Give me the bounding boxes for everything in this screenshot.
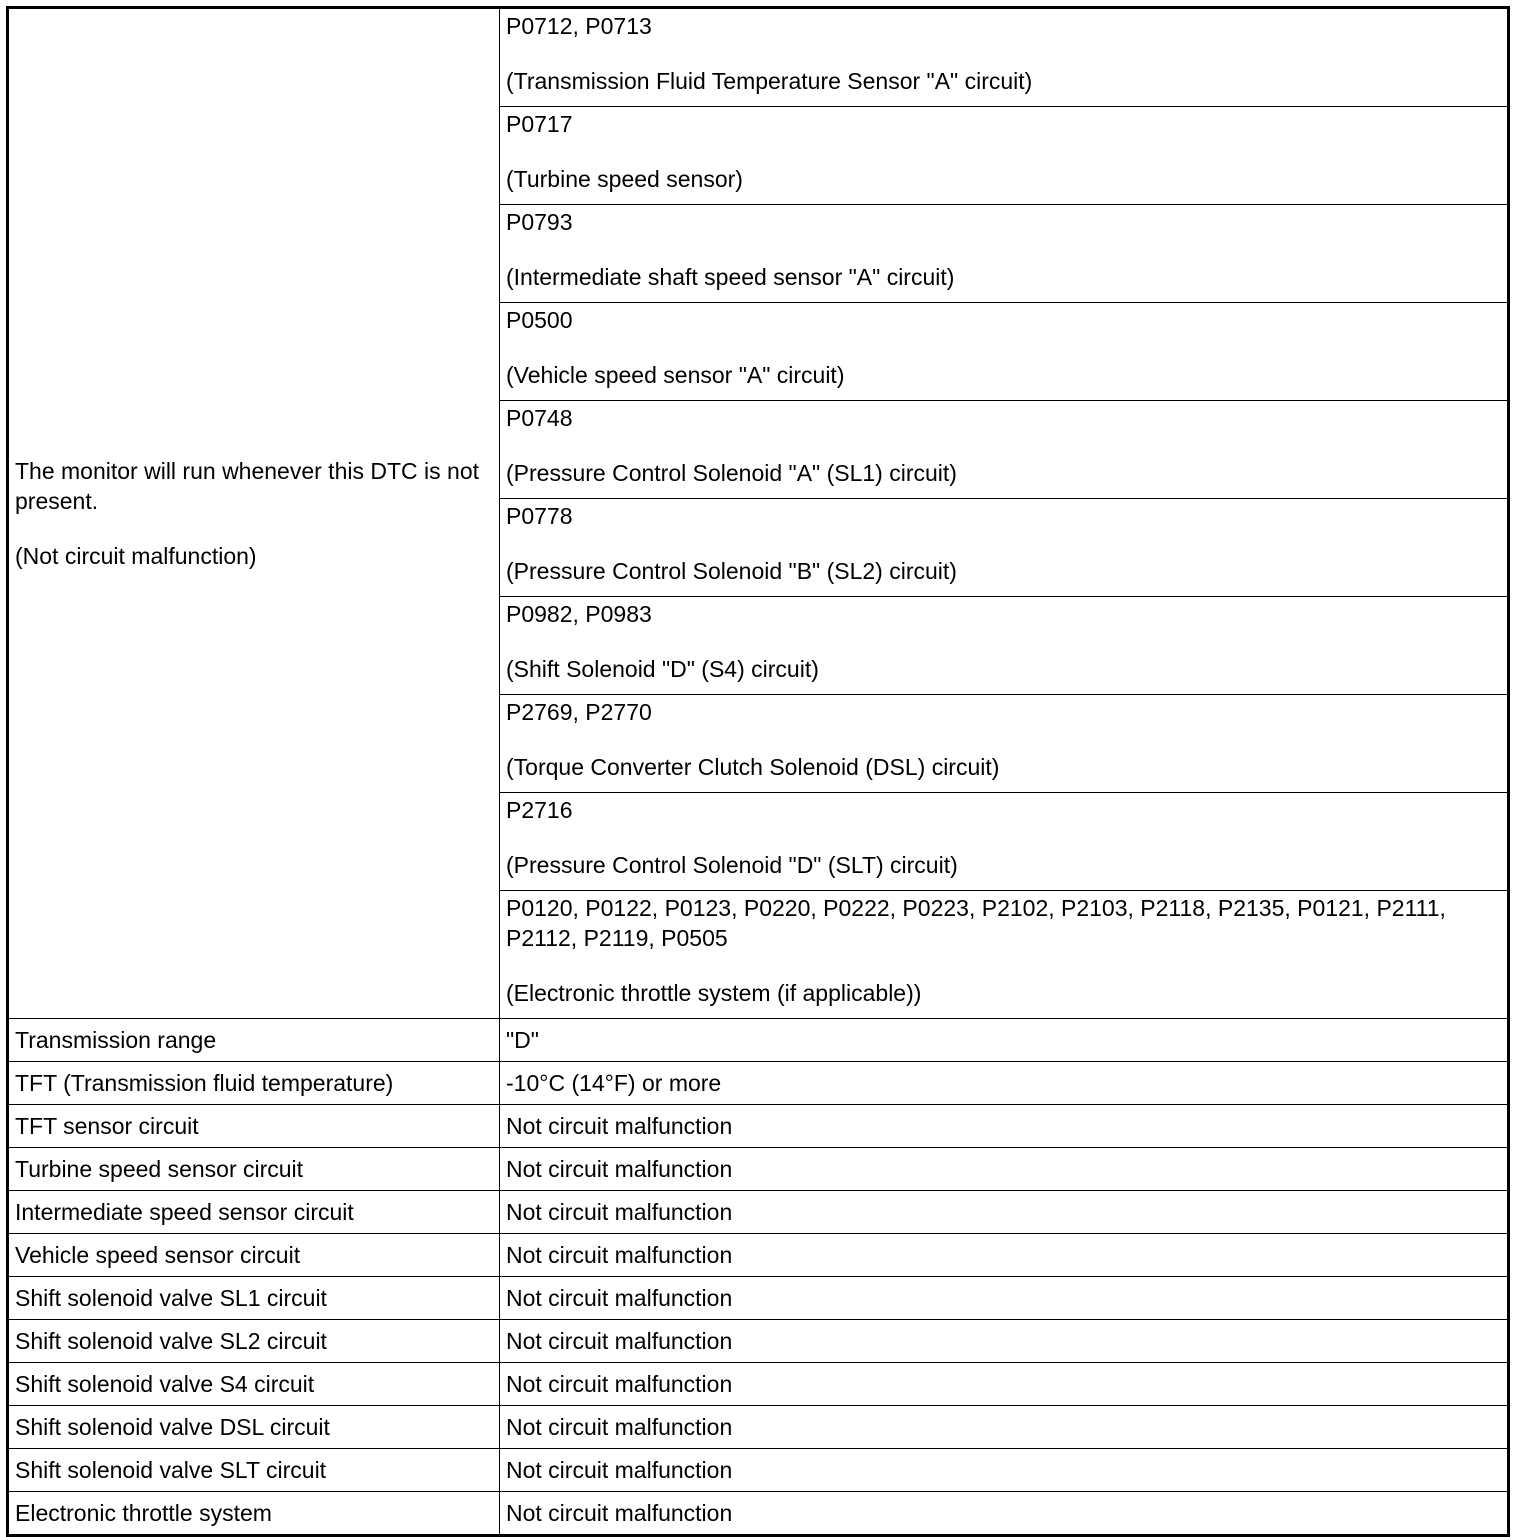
dtc-codes: P2716 [506, 797, 573, 823]
condition-row [8, 1277, 1509, 1320]
dtc-cell [500, 597, 1509, 695]
dtc-codes: P2769, P2770 [506, 699, 652, 725]
condition-value: Not circuit malfunction [500, 1148, 1509, 1191]
dtc-cell [500, 793, 1509, 891]
condition-value: -10°C (14°F) or more [500, 1062, 1509, 1105]
condition-row [8, 1105, 1509, 1148]
dtc-description: (Shift Solenoid "D" (S4) circuit) [506, 656, 819, 682]
condition-row [8, 1062, 1509, 1105]
monitor-condition-cell [8, 8, 500, 1019]
dtc-row [8, 8, 1509, 107]
condition-value: Not circuit malfunction [500, 1492, 1509, 1536]
condition-item: Shift solenoid valve DSL circuit [8, 1406, 500, 1449]
condition-row [8, 1406, 1509, 1449]
condition-value: Not circuit malfunction [500, 1191, 1509, 1234]
condition-value: Not circuit malfunction [500, 1449, 1509, 1492]
condition-item: Vehicle speed sensor circuit [8, 1234, 500, 1277]
condition-item: Turbine speed sensor circuit [8, 1148, 500, 1191]
dtc-cell [500, 303, 1509, 401]
dtc-description: (Pressure Control Solenoid "D" (SLT) circuit) [506, 852, 958, 878]
dtc-description: (Electronic throttle system (if applicable)) [506, 980, 922, 1006]
dtc-codes: P0717 [506, 111, 573, 137]
condition-item: Shift solenoid valve S4 circuit [8, 1363, 500, 1406]
dtc-cell [500, 499, 1509, 597]
condition-row [8, 1148, 1509, 1191]
condition-row [8, 1234, 1509, 1277]
dtc-description: (Turbine speed sensor) [506, 166, 743, 192]
dtc-codes: P0982, P0983 [506, 601, 652, 627]
dtc-codes: P0500 [506, 307, 573, 333]
condition-item: Shift solenoid valve SL1 circuit [8, 1277, 500, 1320]
condition-row [8, 1492, 1509, 1536]
dtc-codes: P0748 [506, 405, 573, 431]
condition-row [8, 1363, 1509, 1406]
dtc-cell [500, 891, 1509, 1019]
dtc-description: (Transmission Fluid Temperature Sensor "A" circuit) [506, 68, 1033, 94]
dtc-cell [500, 401, 1509, 499]
dtc-codes: P0120, P0122, P0123, P0220, P0222, P0223, P2102, P2103, P2118, P2135, P0121, P2111, P2112, P2119, P0505 [506, 895, 1446, 951]
condition-row [8, 1191, 1509, 1234]
condition-item: TFT (Transmission fluid temperature) [8, 1062, 500, 1105]
dtc-codes: P0793 [506, 209, 573, 235]
condition-value: "D" [500, 1019, 1509, 1062]
condition-row [8, 1449, 1509, 1492]
dtc-codes: P0712, P0713 [506, 13, 652, 39]
condition-item: Electronic throttle system [8, 1492, 500, 1536]
condition-value: Not circuit malfunction [500, 1406, 1509, 1449]
condition-item: Intermediate speed sensor circuit [8, 1191, 500, 1234]
dtc-description: (Torque Converter Clutch Solenoid (DSL) circuit) [506, 754, 1000, 780]
condition-value: Not circuit malfunction [500, 1234, 1509, 1277]
dtc-cell [500, 205, 1509, 303]
monitor-conditions-table [6, 6, 1510, 1537]
monitor-condition-text: The monitor will run whenever this DTC is not present. [15, 458, 479, 514]
dtc-description: (Vehicle speed sensor "A" circuit) [506, 362, 845, 388]
condition-item: TFT sensor circuit [8, 1105, 500, 1148]
condition-value: Not circuit malfunction [500, 1320, 1509, 1363]
condition-value: Not circuit malfunction [500, 1363, 1509, 1406]
dtc-cell [500, 107, 1509, 205]
condition-row [8, 1019, 1509, 1062]
dtc-cell [500, 695, 1509, 793]
dtc-description: (Pressure Control Solenoid "A" (SL1) circuit) [506, 460, 957, 486]
condition-item: Shift solenoid valve SL2 circuit [8, 1320, 500, 1363]
condition-value: Not circuit malfunction [500, 1277, 1509, 1320]
condition-item: Shift solenoid valve SLT circuit [8, 1449, 500, 1492]
condition-item: Transmission range [8, 1019, 500, 1062]
dtc-cell [500, 8, 1509, 107]
dtc-description: (Intermediate shaft speed sensor "A" circuit) [506, 264, 955, 290]
condition-value: Not circuit malfunction [500, 1105, 1509, 1148]
dtc-description: (Pressure Control Solenoid "B" (SL2) circuit) [506, 558, 957, 584]
condition-row [8, 1320, 1509, 1363]
monitor-condition-note: (Not circuit malfunction) [15, 543, 257, 569]
dtc-codes: P0778 [506, 503, 573, 529]
